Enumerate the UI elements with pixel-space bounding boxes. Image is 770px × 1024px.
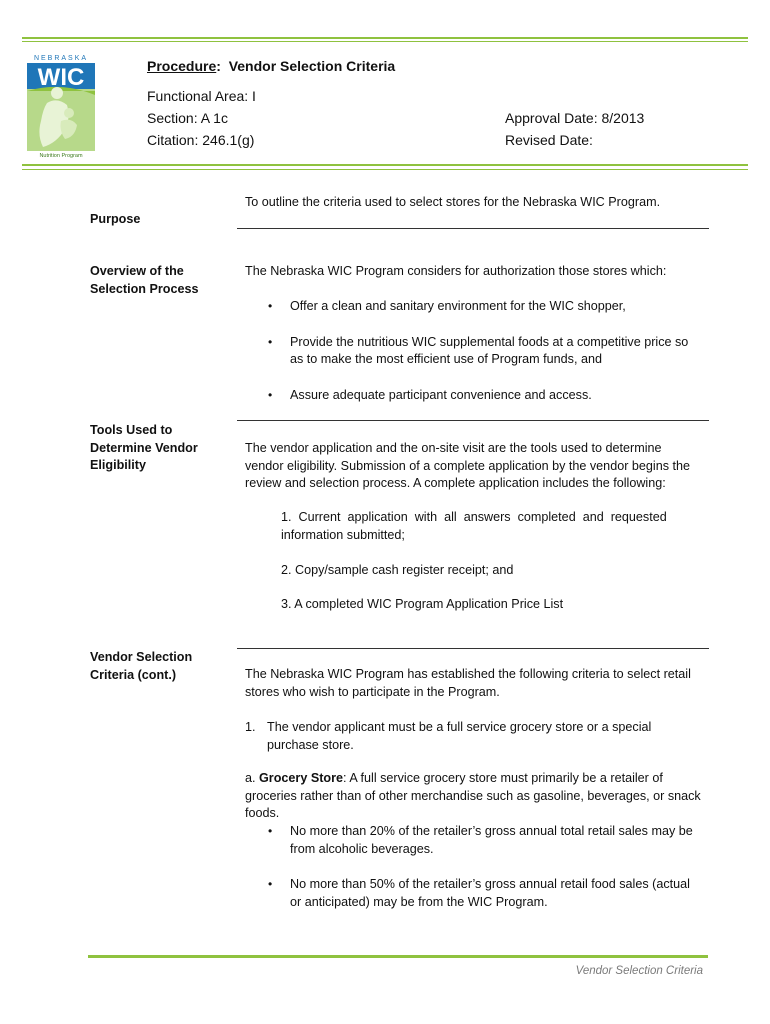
overview-label — [90, 263, 199, 298]
criteria-para-line1: The Nebraska WIC Program has established the following criteria to select retail — [245, 667, 691, 681]
tools-label — [90, 422, 198, 475]
wic-logo-graphic — [27, 51, 95, 159]
logo-tagline-text: Nutrition Program — [39, 153, 83, 159]
procedure-title-text: : Vendor Selection Criteria — [216, 58, 396, 74]
tools-label-line2: Determine Vendor — [90, 440, 198, 455]
bullet-dot: • — [268, 299, 273, 313]
tools-paragraph — [245, 440, 690, 493]
tools-item-3: 3. A completed WIC Program Application Price List — [281, 597, 564, 611]
procedure-label: Procedure — [147, 58, 217, 74]
overview-bullet-3: Assure adequate participant convenience and access. — [290, 388, 592, 402]
footer-rule — [88, 955, 708, 958]
criteria-paragraph — [245, 666, 691, 701]
purpose-label: Purpose — [90, 212, 141, 226]
criteria-label-line1: Vendor Selection — [90, 650, 193, 664]
criteria-label — [90, 649, 192, 684]
grocery-store-line2: groceries rather than of other merchandise such as gasoline, beverages, or snack — [245, 788, 701, 803]
bullet-dot: • — [268, 388, 273, 402]
tools-para-line2: vendor eligibility. Submission of a complete application by the vendor begins the — [245, 458, 691, 473]
header-rule-1 — [22, 164, 748, 166]
tools-para-line3: review and selection process. A complete application includes the following: — [245, 476, 666, 490]
overview-divider — [237, 420, 709, 421]
criteria-para-line2: stores who wish to participate in the Program. — [245, 684, 500, 699]
wic-logo — [27, 51, 95, 159]
grocery-store-line1 — [245, 770, 701, 788]
overview-label-line2: Selection Process — [90, 281, 199, 296]
tools-item-1-line2: information submitted; — [281, 527, 405, 542]
citation: Citation: 246.1(g) — [147, 132, 255, 148]
tools-label-line1: Tools Used to — [90, 423, 173, 437]
overview-bullet-1: Offer a clean and sanitary environment for the WIC shopper, — [290, 299, 626, 313]
footer-text: Vendor Selection Criteria — [575, 965, 703, 977]
criteria-bullet-1-line2: from alcoholic beverages. — [290, 841, 434, 856]
grocery-store-line3: foods. — [245, 806, 280, 820]
criteria-item-1-number: 1. — [245, 720, 256, 734]
overview-label-line1: Overview of the — [90, 264, 184, 278]
grocery-store-term: Grocery Store — [259, 771, 344, 785]
criteria-bullet-1-line1: No more than 20% of the retailer’s gross annual total retail sales may be — [290, 824, 693, 838]
grocery-store-line1-rest: : A full service grocery store must primarily be a retailer of — [343, 771, 663, 785]
criteria-bullet-2-line1: No more than 50% of the retailer’s gross annual retail food sales (actual — [290, 877, 690, 891]
purpose-divider — [237, 228, 709, 229]
tools-divider — [237, 648, 709, 649]
grocery-store-prefix: a. — [245, 771, 260, 785]
purpose-text: To outline the criteria used to select stores for the Nebraska WIC Program. — [245, 195, 661, 209]
overview-intro: The Nebraska WIC Program considers for authorization those stores which: — [245, 264, 667, 278]
criteria-item-1 — [267, 719, 651, 754]
approval-date: Approval Date: 8/2013 — [505, 110, 645, 126]
logo-wic-text: WIC — [37, 64, 85, 91]
overview-bullet-2-line1: Provide the nutritious WIC supplemental foods at a competitive price so — [290, 335, 689, 349]
top-rule-1 — [22, 37, 748, 39]
overview-bullet-2-line2: as to make the most efficient use of Program funds, and — [290, 352, 602, 366]
revised-date: Revised Date: — [505, 132, 593, 148]
bullet-dot: • — [268, 335, 273, 349]
criteria-item-1-line2: purchase store. — [267, 737, 354, 752]
criteria-bullet-2-line2: or anticipated) may be from the WIC Program. — [290, 894, 548, 909]
top-rule-2 — [22, 41, 748, 42]
tools-label-line3: Eligibility — [90, 458, 146, 472]
bullet-dot: • — [268, 877, 273, 891]
criteria-label-line2: Criteria (cont.) — [90, 667, 177, 682]
grocery-store-paragraph — [245, 770, 701, 823]
tools-para-line1: The vendor application and the on-site visit are the tools used to determine — [245, 441, 662, 455]
tools-item-1 — [281, 509, 703, 544]
criteria-bullet-2 — [290, 876, 690, 911]
bullet-dot: • — [268, 824, 273, 838]
tools-item-1-line1: 1. Current application with all answers completed and requested — [281, 510, 667, 524]
criteria-item-1-line1: The vendor applicant must be a full service grocery store or a special — [267, 720, 652, 734]
functional-area: Functional Area: I — [147, 88, 256, 104]
logo-state-text: NEBRASKA — [33, 55, 89, 62]
procedure-title — [147, 57, 395, 75]
tools-item-2: 2. Copy/sample cash register receipt; and — [281, 563, 514, 577]
section-number: Section: A 1c — [147, 110, 228, 126]
criteria-bullet-1 — [290, 823, 693, 858]
header-rule-2 — [22, 169, 748, 170]
